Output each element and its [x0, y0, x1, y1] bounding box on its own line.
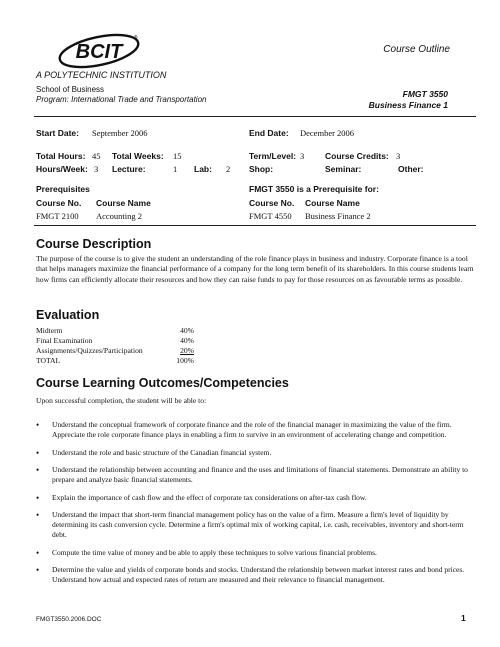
evaluation-heading: Evaluation — [36, 308, 100, 322]
prereq-for-course-name-header: Course Name — [305, 198, 360, 208]
total-hours-value: 45 — [92, 151, 101, 161]
lecture-label: Lecture: — [112, 164, 146, 174]
lecture-value: 1 — [173, 164, 178, 174]
header-divider — [34, 116, 476, 117]
list-item: • Understand the conceptual framework of corporate finance and the role of the financial manager in maximizing the value of the firm. Appreciate the role corporate finance plays in enabling a firm to survive in an environment of accelerating change and competition. — [36, 420, 480, 440]
course-description-text: The purpose of the course is to give the student an understanding of the role finance plays in business and industry. Corporate finance is a tool that helps managers maximize the financial performance of a company for the long term benefit of its shareholders. In this course students learn how firms can efficiently allocate their resources and how they can raise funds to pay for those resources on as favourable terms as possible. — [36, 254, 474, 284]
prereq-for-course-no-header: Course No. — [249, 198, 295, 208]
program-name: Program: International Trade and Transportation — [36, 95, 207, 104]
hours-week-value: 3 — [94, 164, 99, 174]
info-divider — [34, 225, 476, 226]
prereq-course-name: Accounting 2 — [96, 211, 143, 221]
list-item: • Determine the value and yields of corporate bonds and stocks. Understand the relationship between market interest rates and bond prices. Understand how actual and expected rates of return are measured and their relevance to financial management. — [36, 565, 480, 585]
evaluation-item: Assignments/Quizzes/Participation — [36, 346, 143, 355]
learning-outcomes-list — [36, 420, 480, 593]
prereq-course-no-header: Course No. — [36, 198, 82, 208]
evaluation-weight: 40% — [180, 336, 194, 345]
total-hours-label: Total Hours: — [36, 151, 86, 161]
seminar-label: Seminar: — [325, 164, 362, 174]
evaluation-row — [36, 336, 194, 345]
list-item: • Understand the relationship between accounting and finance and the uses and limitations of financial statements. Demonstrate an ability to prepare and analyze basic financial statements. — [36, 465, 480, 485]
prereq-for-course-no: FMGT 4550 — [249, 211, 292, 221]
school-name: School of Business — [36, 85, 105, 94]
list-item: • Explain the importance of cash flow and the effect of corporate tax considerations on after-tax cash flow. — [36, 493, 480, 503]
learning-outcomes-heading: Course Learning Outcomes/Competencies — [36, 376, 289, 390]
evaluation-row — [36, 356, 194, 365]
course-credits-value: 3 — [396, 151, 401, 161]
lab-value: 2 — [226, 164, 231, 174]
end-date-value: December 2006 — [300, 128, 355, 138]
prerequisite-for-heading: FMGT 3550 is a Prerequisite for: — [249, 184, 379, 194]
evaluation-item: Midterm — [36, 326, 63, 335]
prereq-course-no: FMGT 2100 — [36, 211, 79, 221]
lab-label: Lab: — [194, 164, 212, 174]
evaluation-row — [36, 326, 194, 335]
start-date-value: September 2006 — [92, 128, 148, 138]
svg-text:BCIT: BCIT — [75, 41, 123, 63]
prereq-for-course-name: Business Finance 2 — [305, 211, 371, 221]
evaluation-row — [36, 346, 194, 355]
learning-outcomes-intro: Upon successful completion, the student will be able to: — [36, 396, 207, 405]
hours-week-label: Hours/Week: — [36, 164, 88, 174]
total-weeks-value: 15 — [173, 151, 182, 161]
prerequisites-heading: Prerequisites — [36, 184, 90, 194]
evaluation-weight: 40% — [180, 326, 194, 335]
course-description-heading: Course Description — [36, 237, 152, 251]
list-item: • Understand the impact that short-term financial management policy has on the value of a firm. Measure a firm's level of liquidity by determining its cash conversion cycle. Determine a firm's optimal mix of working capital, i.e. cash, receivables, inventory and short-term debt. — [36, 510, 480, 540]
course-code: FMGT 3550 — [402, 89, 448, 99]
course-title: Business Finance 1 — [368, 100, 448, 110]
course-credits-label: Course Credits: — [325, 151, 389, 161]
total-weeks-label: Total Weeks: — [112, 151, 164, 161]
page-number: 1 — [461, 613, 466, 623]
end-date-label: End Date: — [249, 128, 289, 138]
list-item: • Understand the role and basic structure of the Canadian financial system. — [36, 448, 480, 458]
svg-text:®: ® — [134, 35, 138, 41]
shop-label: Shop: — [249, 164, 274, 174]
institution-tagline: A POLYTECHNIC INSTITUTION — [36, 70, 167, 80]
evaluation-total-label: TOTAL — [36, 356, 61, 365]
term-level-label: Term/Level: — [249, 151, 297, 161]
evaluation-weight: 20% — [180, 346, 194, 355]
evaluation-total-weight: 100% — [176, 356, 194, 365]
document-type: Course Outline — [383, 44, 450, 55]
other-label: Other: — [398, 164, 424, 174]
bcit-logo — [56, 30, 142, 72]
prereq-course-name-header: Course Name — [96, 198, 151, 208]
term-level-value: 3 — [300, 151, 305, 161]
evaluation-item: Final Examination — [36, 336, 93, 345]
start-date-label: Start Date: — [36, 128, 79, 138]
footer-filename: FMGT3550.2006.DOC — [36, 616, 102, 623]
list-item: • Compute the time value of money and be able to apply these techniques to solve various financial problems. — [36, 548, 480, 558]
